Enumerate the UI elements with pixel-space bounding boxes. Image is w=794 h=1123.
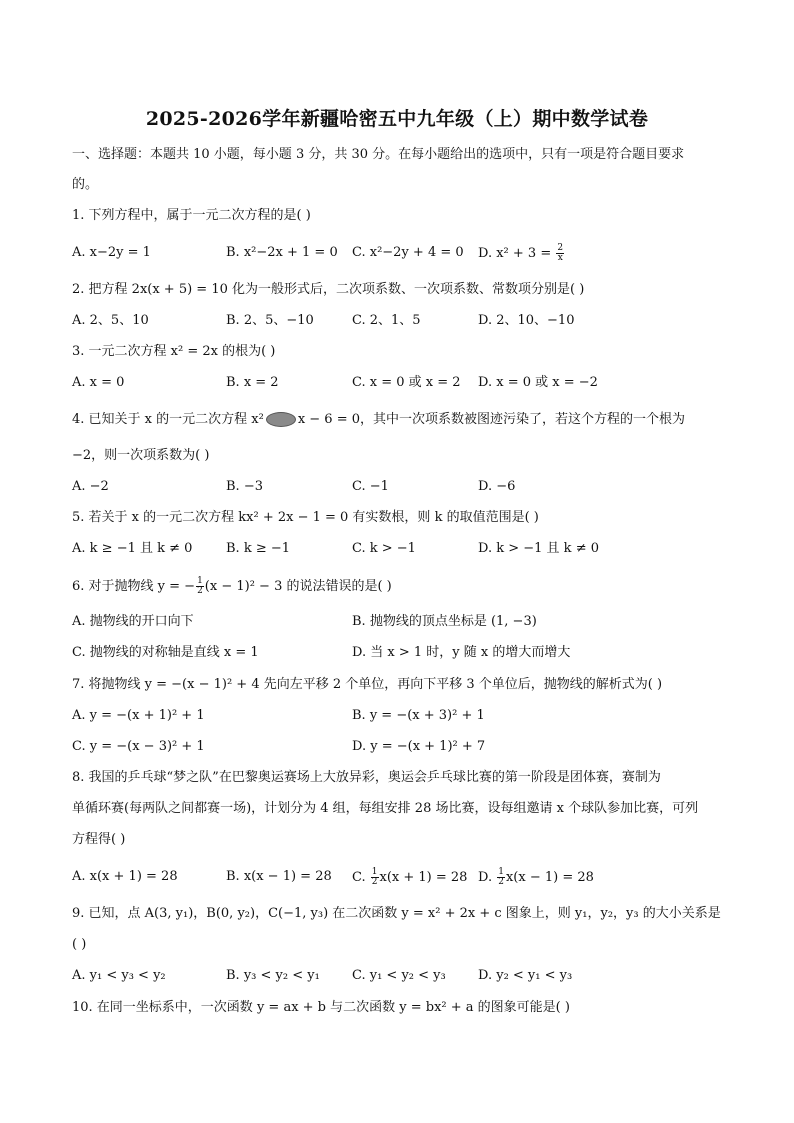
question-5-stem: 5. 若关于 x 的一元二次方程 kx² + 2x − 1 = 0 有实数根，则 k 的取值范围是( ): [72, 510, 539, 525]
question-7-option-c: C. y = −(x − 3)² + 1: [72, 739, 205, 754]
question-1-option-a: A. x−2y = 1: [72, 245, 151, 260]
question-8-stem-line-2: 单循环赛(每两队之间都赛一场)，计划分为 4 组，每组安排 28 场比赛，设每组邀请 x 个球队参加比赛，可列: [72, 801, 699, 816]
section-heading-line-1: 一、选择题：本题共 10 小题，每小题 3 分，共 30 分。在每小题给出的选项中，只有一项是符合题目要求: [72, 147, 685, 162]
question-1-option-d: [478, 244, 565, 263]
option-expression: x(x + 1) = 28: [379, 870, 468, 885]
fraction: [556, 244, 564, 263]
question-4-stem-end: x − 6 = 0，其中一次项系数被图迹污染了，若这个方程的一个根为: [297, 412, 686, 427]
question-9-option-a: A. y₁ < y₃ < y₂: [72, 968, 166, 983]
question-9-option-b: B. y₃ < y₂ < y₁: [226, 968, 320, 983]
question-3-option-b: B. x = 2: [226, 375, 279, 390]
question-9-stem-line-2: ( ): [72, 937, 87, 952]
question-3-option-d: D. x = 0 或 x = −2: [478, 375, 598, 390]
fraction-denominator: 2: [371, 877, 378, 887]
question-8-stem-line-1: 8. 我国的乒乓球“梦之队”在巴黎奥运赛场上大放异彩，奥运会乒乓球比赛的第一阶段是团体赛，赛制为: [72, 770, 661, 785]
question-9-option-d: D. y₂ < y₁ < y₃: [478, 968, 573, 983]
question-8-option-c: [352, 868, 467, 887]
fraction-denominator: x: [557, 253, 563, 263]
question-8-option-a: A. x(x + 1) = 28: [72, 869, 178, 884]
question-4-stem-line-2: −2，则一次项系数为( ): [72, 448, 210, 463]
question-4-stem-start: 4. 已知关于 x 的一元二次方程 x²: [72, 412, 264, 427]
question-8-option-d: [478, 868, 594, 887]
question-8-stem-line-3: 方程得( ): [72, 832, 126, 847]
ink-blot-icon: [266, 412, 296, 427]
option-label: D.: [478, 870, 493, 885]
option-d-text: D. x² + 3 =: [478, 246, 552, 261]
question-2-stem: 2. 把方程 2x(x + 5) = 10 化为一般形式后，二次项系数、一次项系数、常数项分别是( ): [72, 282, 585, 297]
fraction-numerator: 1: [371, 867, 378, 877]
question-3-option-a: A. x = 0: [72, 375, 125, 390]
question-1-stem: 1. 下列方程中，属于一元二次方程的是( ): [72, 208, 311, 223]
question-2-option-c: C. 2、1、5: [352, 313, 421, 328]
fraction: [371, 868, 379, 887]
fraction: [497, 868, 505, 887]
question-7-option-d: D. y = −(x + 1)² + 7: [352, 739, 486, 754]
question-6-option-c: C. 抛物线的对称轴是直线 x = 1: [72, 645, 259, 660]
question-4-option-c: C. −1: [352, 479, 389, 494]
question-3-option-c: C. x = 0 或 x = 2: [352, 375, 461, 390]
question-6-option-a: A. 抛物线的开口向下: [72, 614, 194, 629]
question-5-option-a: A. k ≥ −1 且 k ≠ 0: [72, 541, 193, 556]
fraction-numerator: 1: [197, 576, 203, 586]
question-9-option-c: C. y₁ < y₂ < y₃: [352, 968, 446, 983]
option-label: C.: [352, 870, 366, 885]
question-3-stem: 3. 一元二次方程 x² = 2x 的根为( ): [72, 344, 276, 359]
question-8-option-b: B. x(x − 1) = 28: [226, 869, 332, 884]
question-6-stem-end: (x − 1)² − 3 的说法错误的是( ): [204, 579, 392, 594]
question-4-option-d: D. −6: [478, 479, 516, 494]
question-9-stem: 9. 已知，点 A(3, y₁)，B(0, y₂)，C(−1, y₃) 在二次函数 y = x² + 2x + c 图象上，则 y₁，y₂，y₃ 的大小关系是: [72, 906, 721, 921]
question-4-option-b: B. −3: [226, 479, 263, 494]
fraction-numerator: 1: [498, 867, 504, 877]
question-5-option-d: D. k > −1 且 k ≠ 0: [478, 541, 599, 556]
question-6-option-d: D. 当 x > 1 时，y 随 x 的增大而增大: [352, 645, 571, 660]
question-6-stem-start: 6. 对于抛物线 y = −: [72, 579, 196, 594]
question-2-option-a: A. 2、5、10: [72, 313, 149, 328]
fraction: [196, 577, 204, 596]
question-2-option-b: B. 2、5、−10: [226, 313, 314, 328]
question-5-option-b: B. k ≥ −1: [226, 541, 291, 556]
question-6-option-b: B. 抛物线的顶点坐标是 (1, −3): [352, 614, 537, 629]
question-1-option-c: C. x²−2y + 4 = 0: [352, 245, 464, 260]
question-6-stem: [72, 577, 392, 596]
question-2-option-d: D. 2、10、−10: [478, 313, 575, 328]
fraction-denominator: 2: [498, 877, 504, 887]
question-5-option-c: C. k > −1: [352, 541, 416, 556]
question-10-stem: 10. 在同一坐标系中，一次函数 y = ax + b 与二次函数 y = bx² + a 的图象可能是( ): [72, 1000, 570, 1015]
option-expression: x(x − 1) = 28: [505, 870, 594, 885]
fraction-denominator: 2: [197, 586, 203, 596]
page-title: 2025-2026学年新疆哈密五中九年级（上）期中数学试卷: [145, 108, 649, 130]
question-7-option-a: A. y = −(x + 1)² + 1: [72, 708, 205, 723]
question-4-stem: [72, 411, 685, 429]
question-4-option-a: A. −2: [72, 479, 109, 494]
question-1-option-b: B. x²−2x + 1 = 0: [226, 245, 338, 260]
question-7-stem: 7. 将抛物线 y = −(x − 1)² + 4 先向左平移 2 个单位，再向下平移 3 个单位后，抛物线的解析式为( ): [72, 677, 663, 692]
section-heading-line-2: 的。: [72, 177, 99, 192]
fraction-numerator: 2: [557, 243, 564, 253]
question-7-option-b: B. y = −(x + 3)² + 1: [352, 708, 485, 723]
